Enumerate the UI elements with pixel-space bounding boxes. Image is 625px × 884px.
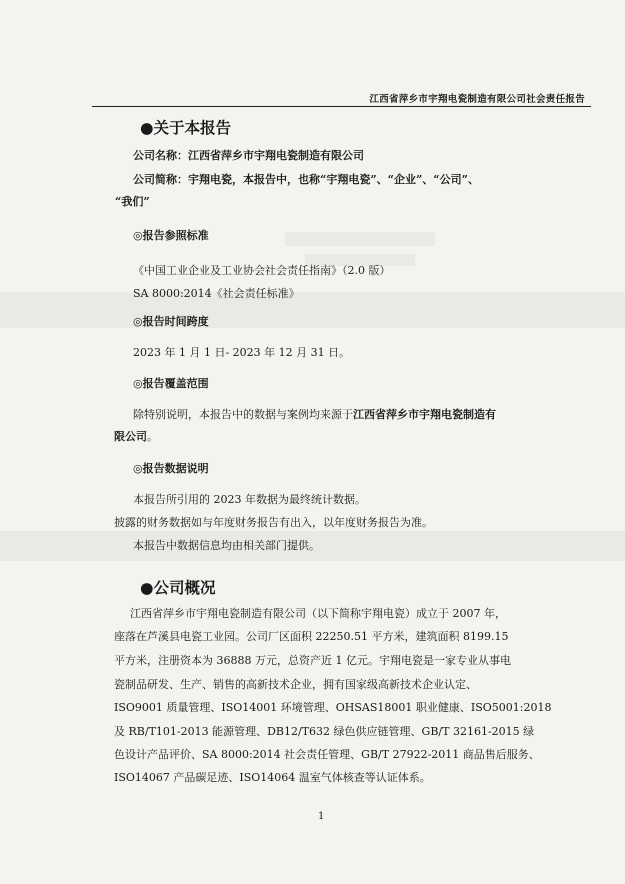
- company-short-label: 公司简称：: [133, 173, 188, 186]
- bleed-through-mark: [285, 232, 435, 246]
- scope-text-line2: [114, 428, 158, 444]
- overview-line: 瓷制品研发、生产、销售的高新技术企业，拥有国家级高新技术企业认定、: [114, 678, 477, 691]
- scope-company-bold-cont: 限公司: [114, 430, 147, 443]
- running-header: 江西省萍乡市宇翔电瓷制造有限公司社会责任报告: [369, 94, 585, 105]
- report-period: 2023 年 1 月 1 日- 2023 年 12 月 31 日。: [133, 346, 351, 359]
- data-note: 披露的财务数据如与年度财务报告有出入，以年度财务报告为准。: [114, 516, 433, 529]
- page-number: 1: [318, 811, 325, 822]
- section-title-overview: ●公司概况: [140, 578, 216, 597]
- company-short-continued: “我们”: [115, 195, 150, 208]
- scope-text: 除特别说明，本报告中的数据与案例均来源于: [133, 408, 353, 421]
- company-name-label: 公司名称：: [133, 149, 188, 162]
- overview-line: 色设计产品评价、SA 8000:2014 社会责任管理、GB/T 27922-2011 商品售后服务、: [114, 748, 540, 761]
- company-name-line: [133, 147, 364, 163]
- company-name-value: 江西省萍乡市宇翔电瓷制造有限公司: [188, 149, 364, 162]
- company-short-line: [133, 171, 479, 187]
- overview-line: 及 RB/T101-2013 能源管理、DB12/T632 绿色供应链管理、GB/T 32161-2015 绿: [114, 725, 535, 738]
- company-short-value: 宇翔电瓷，本报告中，也称“宇翔电瓷”、“企业”、“公司”、: [188, 173, 479, 186]
- section-title-about: ●关于本报告: [140, 118, 232, 137]
- scope-text-line1: [133, 406, 496, 422]
- heading-period: ◎报告时间跨度: [133, 315, 209, 328]
- bleed-through-mark: [0, 292, 625, 328]
- data-note: 本报告中数据信息均由相关部门提供。: [133, 539, 320, 552]
- overview-line: ISO14067 产品碳足迹、ISO14064 温室气体核查等认证体系。: [114, 771, 431, 784]
- overview-line: ISO9001 质量管理、ISO14001 环境管理、OHSAS18001 职业健康、ISO5001:2018: [114, 701, 552, 714]
- standard-item: 《中国工业企业及工业协会社会责任指南》（2.0 版）: [133, 264, 391, 277]
- overview-line: 江西省萍乡市宇翔电瓷制造有限公司（以下简称宇翔电瓷）成立于 2007 年，: [130, 607, 506, 620]
- data-note: 本报告所引用的 2023 年数据为最终统计数据。: [133, 493, 366, 506]
- scope-company-bold: 江西省萍乡市宇翔电瓷制造有: [353, 408, 496, 421]
- overview-line: 座落在芦溪县电瓷工业园。公司厂区面积 22250.51 平方米，建筑面积 8199.15: [114, 630, 509, 643]
- header-rule: [92, 106, 591, 107]
- overview-line: 平方米，注册资本为 36888 万元，总资产近 1 亿元。宇翔电瓷是一家专业从事电: [114, 654, 511, 667]
- heading-scope: ◎报告覆盖范围: [133, 377, 209, 390]
- heading-standards: ◎报告参照标准: [133, 229, 209, 242]
- standard-item: SA 8000:2014《社会责任标准》: [133, 287, 300, 300]
- heading-data-notes: ◎报告数据说明: [133, 462, 209, 475]
- scope-text-end: 。: [147, 430, 158, 443]
